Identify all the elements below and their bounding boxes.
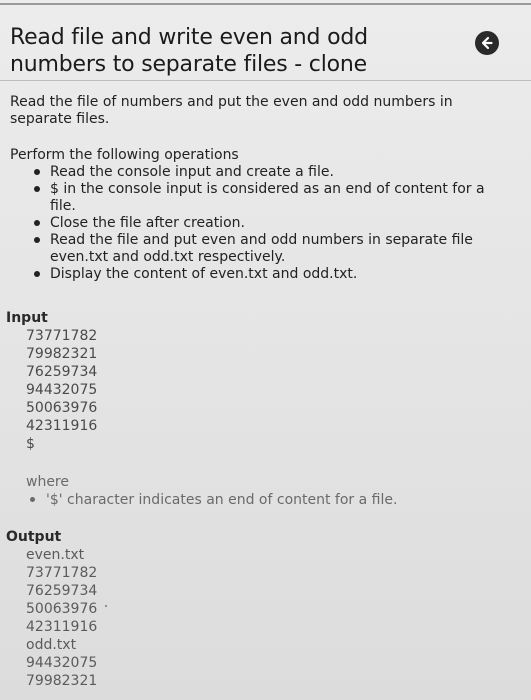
header-divider	[0, 80, 531, 81]
input-line: 94432075	[26, 382, 98, 398]
input-heading: Input	[6, 310, 48, 326]
operations-list	[10, 164, 510, 283]
list-item	[32, 232, 490, 266]
output-line: 50063976	[26, 601, 98, 617]
list-item	[32, 181, 490, 215]
where-note	[26, 473, 397, 509]
where-label: where	[26, 474, 69, 490]
output-line: 76259734	[26, 583, 98, 599]
problem-description: Read the file of numbers and put the even and odd numbers in separate files.	[10, 94, 453, 127]
output-line: odd.txt	[26, 637, 77, 653]
input-line: 79982321	[26, 346, 98, 362]
top-divider	[0, 3, 531, 5]
page-title: Read file and write even and odd numbers to separate files - clone	[10, 25, 368, 77]
list-item	[32, 164, 490, 181]
bullet-icon	[34, 169, 40, 175]
list-item	[28, 491, 397, 509]
operations-section	[10, 147, 510, 283]
input-line: 42311916	[26, 418, 98, 434]
back-arrow-icon	[479, 35, 495, 51]
output-heading: Output	[6, 529, 62, 545]
stray-mark	[105, 605, 107, 607]
input-line: 76259734	[26, 364, 98, 380]
bullet-icon	[34, 271, 40, 277]
bullet-icon	[34, 220, 40, 226]
operation-text: Display the content of even.txt and odd.txt.	[50, 266, 358, 282]
list-item	[32, 266, 490, 283]
input-line: $	[26, 436, 35, 452]
bullet-icon	[34, 186, 40, 192]
output-line: 94432075	[26, 655, 98, 671]
input-line: 73771782	[26, 328, 98, 344]
operation-text: $ in the console input is considered as an end of content for a file.	[50, 181, 485, 214]
output-line: 42311916	[26, 619, 98, 635]
output-section	[6, 528, 97, 690]
where-note-text: '$' character indicates an end of content for a file.	[46, 492, 398, 508]
output-line: even.txt	[26, 547, 85, 563]
output-lines	[6, 546, 97, 690]
input-section	[6, 309, 97, 453]
operation-text: Close the file after creation.	[50, 215, 245, 231]
operation-text: Read the file and put even and odd numbers in separate file even.txt and odd.txt respectively.	[50, 232, 473, 265]
operation-text: Read the console input and create a file.	[50, 164, 334, 180]
input-lines	[6, 327, 97, 453]
list-item	[32, 215, 490, 232]
input-line: 50063976	[26, 400, 98, 416]
title-area	[10, 24, 450, 78]
back-button[interactable]	[475, 31, 499, 55]
bullet-icon	[34, 237, 40, 243]
output-line: 79982321	[26, 673, 98, 689]
operations-intro: Perform the following operations	[10, 147, 239, 163]
output-line: 73771782	[26, 565, 98, 581]
bullet-icon	[30, 497, 35, 502]
